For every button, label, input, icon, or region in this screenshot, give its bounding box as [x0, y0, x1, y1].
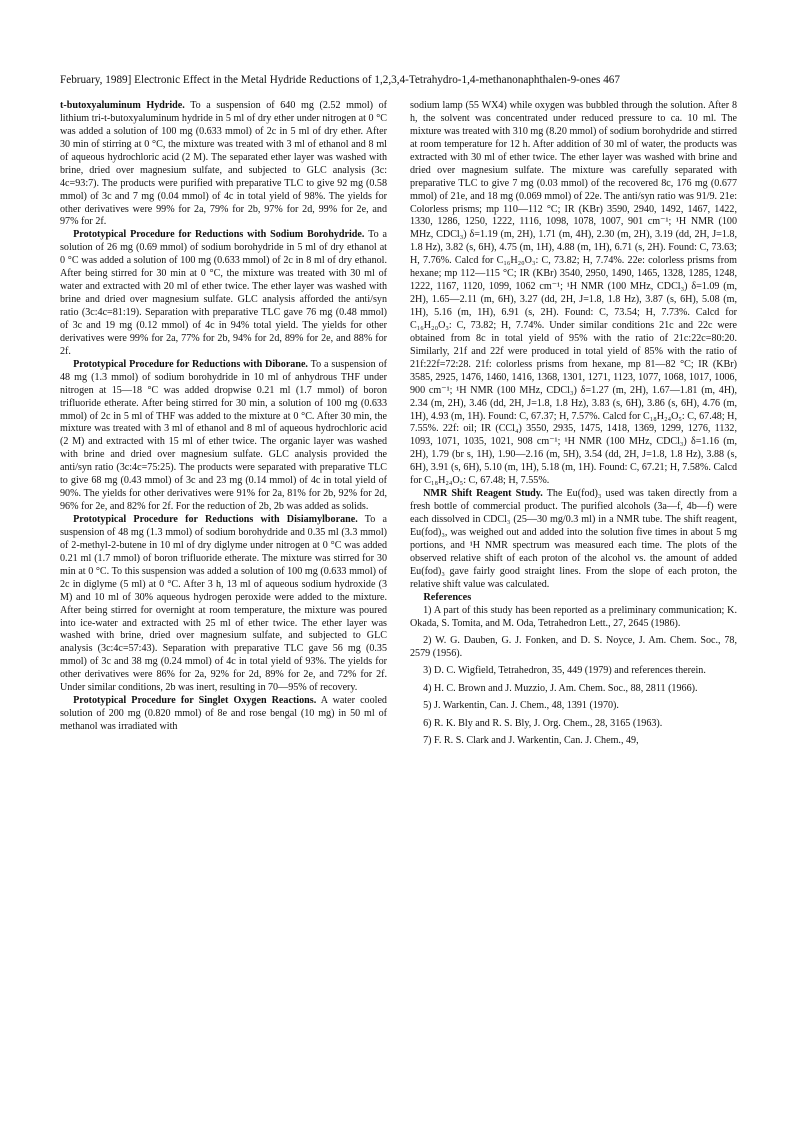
paragraph-heading: Prototypical Procedure for Singlet Oxygen Reactions. [73, 695, 317, 707]
reference-item: 1) A part of this study has been reported as a preliminary communication; K. Okada, S. Tomita, and M. Oda, Tetrahedron Lett., 27, 2645 (1986). [410, 604, 737, 629]
reference-item: 2) W. G. Dauben, G. J. Fonken, and D. S. Noyce, J. Am. Chem. Soc., 78, 2579 (1956). [410, 634, 737, 659]
paragraph-body: A water cooled solution of 200 mg (0.820 mmol) of 8e and rose bengal (10 mg) in 50 ml of methanol was irradiated with [60, 695, 387, 732]
paragraph-body: sodium lamp (55 WX4) while oxygen was bubbled through the solution. After 8 h, the solvent was concentrated under reduced pressure to ca. 10 ml. The mixture was treated with 310 mg (8.20 mmol) of sodium borohydride and stirred at room temperature for 12 h. After addition of 30 ml of water, the products was extracted with 30 ml of ether twice. The ether layer was washed with brine and dried over magnesium sulfate. The mixture was carefully separated with preparative TLC to give 7 mg (0.03 mmol) of the recovered 8c, 176 mg (0.677 mmol) of 21e, and 18 mg (0.069 mmol) of 22e. The anti/syn ratio was 91/9. 21e: Colorless prisms; mp 110—112 °C; IR (KBr) 3590, 2940, 1492, 1467, 1422, 1330, 1286, 1250, 1222, 1116, 1098, 1078, 1007, 901 cm⁻¹; ¹H NMR (100 MHz, CDCl₃) δ=1.19 (m, 2H), 1.71 (m, 4H), 2.30 (m, 2H), 3.19 (dd, 2H, J=1.8, 1.8 Hz), 3.82 (s, 6H), 4.75 (m, 1H), 4.88 (m, 1H), 6.71 (s, 2H). Found: C, 73.63; H, 7.76%. Calcd for C₁₆H₂₀O₃: C, 73.82; H, 7.74%. 22e: colorless prisms from hexane; mp 112—115 °C; IR (KBr) 3540, 2950, 1490, 1465, 1328, 1285, 1248, 1222, 1167, 1120, 1099, 1062 cm⁻¹; ¹H NMR (100 MHz, CDCl₃) δ=1.09 (m, 2H), 1.65—2.11 (m, 6H), 3.27 (dd, 2H, J=1.8, 1.8 Hz), 3.87 (s, 6H), 5.08 (m, 1H), 5.16 (m, 1H), 6.91 (s, 2H). Found: C, 73.54; H, 7.73%. Calcd for C₁₆H₂₀O₃: C, 73.82; H, 7.74%. Under similar conditions 21c and 22c were obtained from 8c in total yield of 95% with the ratio of 21c:22c=80:20. Similarly, 21f and 22f were produced in total yield of 85% with the ratio of 21f:22f=72:28. 21f: colorless prisms from hexane, mp 81—82 °C; IR (KBr) 3585, 2925, 1476, 1460, 1416, 1368, 1301, 1271, 1123, 1077, 1068, 1017, 1006, 900 cm⁻¹; ¹H NMR (100 MHz, CDCl₃) δ=1.27 (m, 2H), 1.67—1.81 (m, 4H), 2.34 (m, 2H), 3.46 (dd, 2H, J=1.8, 1.8 Hz), 3.83 (s, 6H), 3.86 (s, 6H), 4.76 (m, 1H), 4.93 (m, 1H). Found: C, 67.37; H, 7.57%. Calcd for C₁₈H₂₄O₅: C, 67.48; H, 7.55%. 22f: oil; IR (CCl₄) 3550, 2935, 1475, 1418, 1369, 1299, 1276, 1132, 1093, 1071, 1035, 1021, 908 cm⁻¹; ¹H NMR (100 MHz, CDCl₃) δ=1.16 (m, 2H), 1.79 (br s, 1H), 1.90—2.16 (m, 5H), 3.54 (dd, 2H, J=1.8, 1.8 Hz), 3.88 (s, 6H), 3.91 (s, 6H), 5.10 (m, 1H), 5.18 (m, 1H). Found: C, 67.21; H, 7.58%. Calcd for C₁₈H₂₄O₅: C, 67.48; H, 7.55%. [410, 100, 737, 487]
references-heading: References [423, 591, 472, 603]
paragraph-body: The Eu(fod)₃ used was taken directly from a fresh bottle of commercial product. The purified alcohols (3a—f, 4b—f) were each dissolved in CDCl₃ (25—30 mg/0.3 ml) in a NMR tube. The shift reagent, Eu(fod)₃, was weighed out and added into the solution five times in about 5 mg portions, and ¹H NMR spectrum was measured each time. The plots of the observed relative shift of each proton of the alcohol vs. the amount of added Eu(fod)₃ gave fairly good straight lines. From the slope of each proton, the relative shift value was calculated. [410, 488, 737, 590]
references-list [410, 605, 737, 748]
reference-item: 3) D. C. Wigfield, Tetrahedron, 35, 449 (1979) and references therein. [423, 665, 706, 677]
paragraph-body: To a suspension of 640 mg (2.52 mmol) of lithium tri-t-butoxyaluminum hydride in 5 ml of dry ether under nitrogen at 0 °C was added a solution of 100 mg (0.633 mmol) of 2c in 5 ml of dry ether. After 30 min of stirring at 0 °C, the mixture was treated with 3 ml of ethanol and 8 ml of aqueous hydrochloric acid (2 M). The separated ether layer was washed with brine, dried over magnesium sulfate, and subjected to GLC analysis (3c: 4c=93:7). The products were purified with preparative TLC to give 92 mg (0.58 mmol) of 3c and 7 mg (0.04 mmol) of 4c in total yield of 98%. The yields for other derivatives were 99% for 2a, 79% for 2b, 97% for 2d, 99% for 2e, and 97% for 2f. [60, 100, 388, 228]
paragraph-heading: Prototypical Procedure for Reductions with Diborane. [73, 358, 308, 370]
paragraph-heading: t-butoxyaluminum Hydride. [60, 100, 185, 111]
paragraph-singlet-oxygen [60, 695, 387, 734]
paragraph-heading: Prototypical Procedure for Reductions with Disiamylborane. [73, 514, 358, 525]
paragraph-body: To a suspension of 48 mg (1.3 mmol) of sodium borohydride and 0.35 ml (3.3 mmol) of 2-methyl-2-butene in 10 ml of dry diglyme under nitrogen at 0 °C was added 0.21 ml (1.7 mmol) of boron trifluoride etherate. The mixture was stirred for 30 min at 0 °C. To this suspension was added a solution of 100 mg (0.633 mmol) of 2c in diglyme (5 ml) at 0 °C. After 3 h, 13 ml of aqueous sodium hydroxide (3 M) and 10 ml of 30% aqueous hydrogen peroxide were added to the mixture. After being stirred for overnight at room temperature, the mixture was poured into ice-water and extracted with 25 ml of ether twice. The ether layer was washed with brine, dried over magnesium sulfate, and subjected to GLC analysis (3c:4c=57:43). Separation with preparative TLC gave 56 mg (0.35 mmol) of 3c and 38 mg (0.24 mmol) of 4c in total yield of 93%. The yields for other derivatives were 86% for 2a, 92% for 2d, 89% for 2e, and 72% for 2f. Under similar conditions, 2b was inert, resulting in 70—95% of recovery. [60, 514, 387, 694]
paragraph-disiamylborane [60, 514, 387, 695]
running-head: February, 1989] Electronic Effect in the Metal Hydride Reductions of 1,2,3,4-Tetrahydro-1,4-methanonaphthalen-9-ones 467 [60, 74, 620, 86]
paragraph-tributoxyaluminum-hydride [60, 100, 387, 229]
right-column [410, 100, 737, 753]
paragraph-diborane [60, 359, 387, 514]
reference-item: 5) J. Warkentin, Can. J. Chem., 48, 1391 (1970). [423, 700, 619, 712]
reference-item: 6) R. K. Bly and R. S. Bly, J. Org. Chem., 28, 3165 (1963). [423, 717, 663, 729]
paragraph-sodium-borohydride [60, 229, 387, 358]
paragraph-body: To a solution of 26 mg (0.69 mmol) of sodium borohydride in 5 ml of dry ethanol at 0 °C was added a solution of 100 mg (0.633 mmol) of 2c in 8 ml of dry ethanol. After being stirred for 30 min at 0 °C, the mixture was treated with 30 ml of water and extracted with 20 ml of ether twice. The ether layer was washed with brine and dried over magnesium sulfate. GLC analysis afforded the anti/syn ratio (3c:4c=81:19). Separation with preparative TLC gave 76 mg (0.48 mmol) of 3c and 19 mg (0.12 mmol) of 4c in 94% total yield. The yields for other derivatives were 99% for 2a, 77% for 2b, 94% for 2d, 89% for 2e, and 88% for 2f. [60, 229, 387, 357]
left-column [60, 100, 387, 734]
paragraph-nmr-shift-reagent [410, 488, 737, 592]
reference-item: 7) F. R. S. Clark and J. Warkentin, Can. J. Chem., 49, [423, 735, 639, 747]
paragraph-heading: Prototypical Procedure for Reductions with Sodium Borohydride. [73, 229, 365, 241]
paragraph-body: To a suspension of 48 mg (1.3 mmol) of sodium borohydride in 10 ml of anhydrous THF under nitrogen at 15—18 °C was added dropwise 0.21 ml (1.7 mmol) of boron trifluoride etherate. After being stirred for 30 min, a solution of 100 mg (0.633 mmol) of 2c in 5 ml of THF was added to the mixture at 0 °C. After 30 min, the mixture was treated with 3 ml of ethanol and 8 ml of aqueous hydrochloric acid (2 M) and extracted with 15 ml of ether twice. The organic layer was washed with brine and dried over magnesium sulfate. GLC analysis provided the anti/syn ratio (3c:4c=75:25). The products were separated with preparative TLC to give 68 mg (0.43 mmol) of 3c and 23 mg (0.14 mmol) of 4c in total yield of 90%. The yields for other derivatives were 91% for 2a, 81% for 2b, 92% for 2d, 96% for 2e, and 82% for 2f. For the reduction of 2b, 2b was added as solids. [60, 358, 387, 513]
paragraph-singlet-oxygen-continued [410, 100, 737, 488]
paragraph-heading: NMR Shift Reagent Study. [423, 488, 543, 500]
reference-item: 4) H. C. Brown and J. Muzzio, J. Am. Chem. Soc., 88, 2811 (1966). [423, 682, 698, 694]
